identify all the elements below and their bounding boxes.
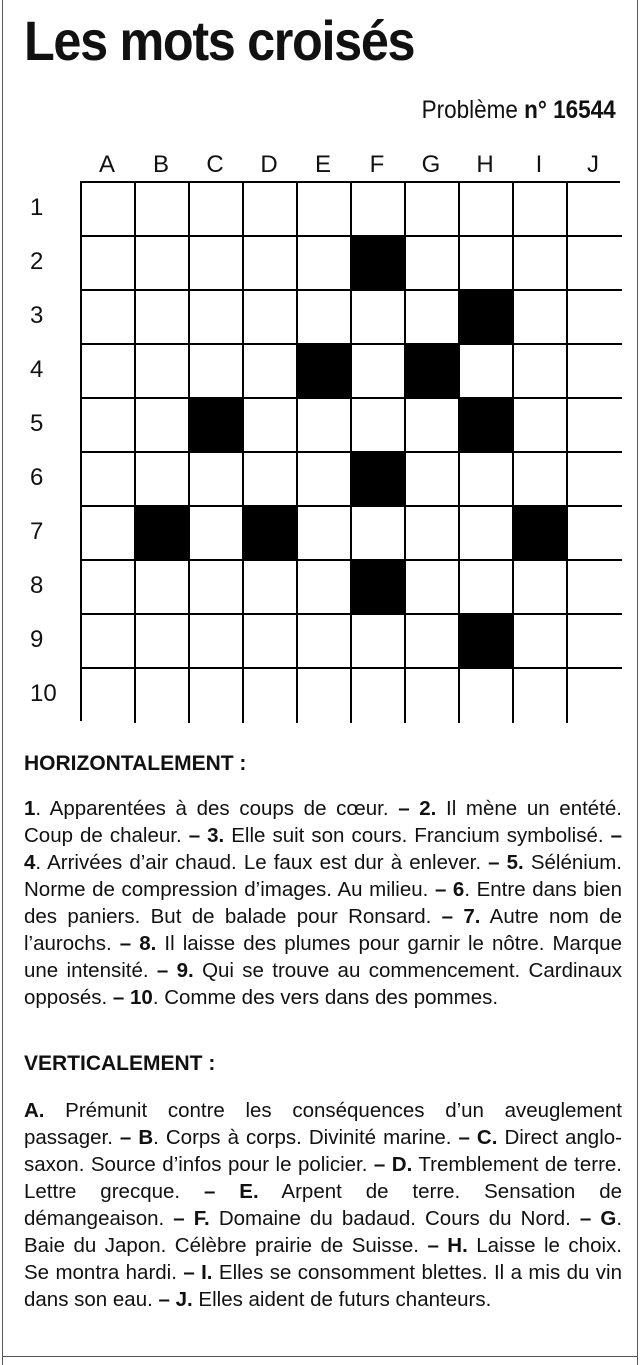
crossword-grid	[80, 181, 620, 721]
vertical-heading: VERTICALEMENT :	[24, 1052, 216, 1075]
row-label-8: 8	[30, 572, 44, 599]
clue-number: – C.	[458, 1126, 498, 1149]
grid-cell-h8[interactable]	[460, 561, 514, 615]
black-cell-d7	[244, 507, 298, 561]
grid-cell-b10[interactable]	[136, 669, 190, 723]
clue-text: Elles aident de futurs chanteurs.	[198, 1288, 492, 1311]
grid-cell-a1[interactable]	[82, 183, 136, 237]
row-label-9: 9	[30, 626, 44, 653]
frame-left-rule	[2, 0, 3, 1365]
grid-cell-c9[interactable]	[190, 615, 244, 669]
black-cell-h9	[460, 615, 514, 669]
page-title: Les mots croisés	[24, 9, 415, 72]
clue-text: Elles se consomment blettes. Il a mis du vin dans son eau.	[24, 1261, 623, 1311]
row-label-2: 2	[30, 248, 44, 275]
grid-cell-a6[interactable]	[82, 453, 136, 507]
grid-cell-b1[interactable]	[136, 183, 190, 237]
frame-bottom-rule	[2, 1356, 638, 1357]
grid-cell-f5[interactable]	[352, 399, 406, 453]
grid-cell-c6[interactable]	[190, 453, 244, 507]
clue-number: – D.	[373, 1153, 413, 1176]
grid-cell-g6[interactable]	[406, 453, 460, 507]
column-label-j: J	[587, 151, 599, 178]
row-label-6: 6	[30, 464, 44, 491]
grid-cell-i1[interactable]	[514, 183, 568, 237]
grid-cell-i5[interactable]	[514, 399, 568, 453]
black-cell-e4	[298, 345, 352, 399]
row-label-7: 7	[30, 518, 44, 545]
grid-cell-h7[interactable]	[460, 507, 514, 561]
grid-cell-d9[interactable]	[244, 615, 298, 669]
clue-number: – I.	[183, 1261, 213, 1284]
grid-cell-f10[interactable]	[352, 669, 406, 723]
grid-cell-h10[interactable]	[460, 669, 514, 723]
grid-cell-j10[interactable]	[568, 669, 622, 723]
column-label-i: I	[535, 151, 543, 178]
grid-cell-f7[interactable]	[352, 507, 406, 561]
grid-cell-g7[interactable]	[406, 507, 460, 561]
clue-text: Tremblement de terre. Lettre grecque.	[24, 1153, 622, 1203]
problem-label: n° 16544	[524, 96, 616, 124]
grid-cell-i10[interactable]	[514, 669, 568, 723]
grid-cell-g2[interactable]	[406, 237, 460, 291]
grid-cell-g1[interactable]	[406, 183, 460, 237]
grid-cell-d6[interactable]	[244, 453, 298, 507]
clue-text: Elle suit son cours. Francium symbolisé.	[231, 824, 611, 847]
black-cell-i7	[514, 507, 568, 561]
grid-cell-i9[interactable]	[514, 615, 568, 669]
clue-text: Prémunit contre les conséquences d’un aveuglement passager.	[24, 1099, 622, 1149]
black-cell-h5	[460, 399, 514, 453]
grid-cell-b4[interactable]	[136, 345, 190, 399]
grid-cell-g8[interactable]	[406, 561, 460, 615]
clue-separator	[436, 797, 446, 820]
clue-text: Entre dans bien des paniers. But de balade pour Ronsard.	[24, 878, 622, 928]
grid-cell-c8[interactable]	[190, 561, 244, 615]
clue-separator	[194, 959, 202, 982]
clue-separator: .	[616, 1207, 623, 1230]
grid-cell-e9[interactable]	[298, 615, 352, 669]
grid-cell-c3[interactable]	[190, 291, 244, 345]
grid-cell-e2[interactable]	[298, 237, 352, 291]
problem-prefix: Problème	[421, 96, 525, 124]
grid-cell-e3[interactable]	[298, 291, 352, 345]
clue-separator: .	[35, 851, 48, 874]
clue-text: Arrivées d’air chaud. Le faux est dur à enlever.	[47, 851, 489, 874]
row-label-3: 3	[30, 302, 44, 329]
column-label-c: C	[206, 151, 224, 178]
black-cell-f2	[352, 237, 406, 291]
horizontal-heading: HORIZONTALEMENT :	[24, 752, 247, 775]
grid-cell-g5[interactable]	[406, 399, 460, 453]
grid-cell-d10[interactable]	[244, 669, 298, 723]
column-label-d: D	[260, 151, 278, 178]
grid-cell-g3[interactable]	[406, 291, 460, 345]
grid-cell-e7[interactable]	[298, 507, 352, 561]
grid-cell-b3[interactable]	[136, 291, 190, 345]
grid-cell-g9[interactable]	[406, 615, 460, 669]
column-label-b: B	[152, 151, 169, 178]
grid-cell-h1[interactable]	[460, 183, 514, 237]
clue-text: Direct anglo-saxon. Source d’infos pour le policier.	[24, 1126, 622, 1176]
clue-number: – 10	[112, 986, 153, 1009]
grid-cell-a2[interactable]	[82, 237, 136, 291]
grid-cell-a10[interactable]	[82, 669, 136, 723]
column-label-f: F	[369, 151, 385, 178]
grid-cell-j6[interactable]	[568, 453, 622, 507]
clue-number: – E.	[203, 1180, 259, 1203]
clue-separator: .	[464, 878, 477, 901]
grid-cell-j9[interactable]	[568, 615, 622, 669]
grid-cell-e6[interactable]	[298, 453, 352, 507]
grid-cell-d4[interactable]	[244, 345, 298, 399]
grid-cell-a9[interactable]	[82, 615, 136, 669]
grid-cell-c1[interactable]	[190, 183, 244, 237]
clue-separator	[468, 1234, 476, 1257]
column-label-h: H	[476, 151, 494, 178]
black-cell-f6	[352, 453, 406, 507]
clue-text: Il mène un entété. Coup de chaleur.	[24, 797, 622, 847]
black-cell-f8	[352, 561, 406, 615]
grid-cell-i3[interactable]	[514, 291, 568, 345]
clue-text: Sélénium. Norme de compression d’images. Au milieu.	[24, 851, 622, 901]
problem-number	[422, 96, 616, 125]
clue-number: – 4	[24, 824, 623, 874]
grid-cell-f4[interactable]	[352, 345, 406, 399]
clue-number: – 5.	[488, 851, 524, 874]
grid-cell-h4[interactable]	[460, 345, 514, 399]
grid-cell-a5[interactable]	[82, 399, 136, 453]
clue-number: – H.	[427, 1234, 468, 1257]
clue-separator	[210, 1207, 219, 1230]
black-cell-g4	[406, 345, 460, 399]
grid-cell-e8[interactable]	[298, 561, 352, 615]
clue-number: – J.	[158, 1288, 193, 1311]
grid-cell-c7[interactable]	[190, 507, 244, 561]
grid-cell-a4[interactable]	[82, 345, 136, 399]
grid-cell-b2[interactable]	[136, 237, 190, 291]
row-label-5: 5	[30, 410, 44, 437]
clue-number: – F.	[173, 1207, 210, 1230]
clue-number: A.	[24, 1099, 45, 1122]
clue-separator	[524, 851, 531, 874]
grid-cell-f3[interactable]	[352, 291, 406, 345]
grid-cell-i8[interactable]	[514, 561, 568, 615]
clue-text: Il laisse des plumes pour garnir le nôtre. Marque une intensité.	[24, 932, 622, 982]
frame-right-rule	[637, 0, 638, 1365]
row-label-4: 4	[30, 356, 44, 383]
grid-cell-j8[interactable]	[568, 561, 622, 615]
grid-cell-b9[interactable]	[136, 615, 190, 669]
grid-cell-b5[interactable]	[136, 399, 190, 453]
clue-separator: .	[35, 797, 50, 820]
clue-number: 1	[24, 797, 36, 820]
grid-cell-j1[interactable]	[568, 183, 622, 237]
row-labels	[22, 181, 72, 721]
clue-separator	[480, 905, 489, 928]
clue-number: – 2.	[398, 797, 437, 820]
grid-cell-j3[interactable]	[568, 291, 622, 345]
clue-text: Domaine du badaud. Cours du Nord.	[218, 1207, 580, 1230]
grid-cell-i4[interactable]	[514, 345, 568, 399]
clue-number: – 8.	[119, 932, 157, 955]
grid-cell-c2[interactable]	[190, 237, 244, 291]
clue-separator	[45, 1099, 66, 1122]
grid-cell-e10[interactable]	[298, 669, 352, 723]
grid-cell-e1[interactable]	[298, 183, 352, 237]
column-labels	[80, 150, 620, 180]
clue-number: – 3.	[188, 824, 225, 847]
clue-text: Corps à corps. Divinité marine.	[165, 1126, 459, 1149]
clue-text: Autre nom de l’aurochs.	[24, 905, 622, 955]
grid-cell-i6[interactable]	[514, 453, 568, 507]
grid-cell-h6[interactable]	[460, 453, 514, 507]
clue-number: – B	[119, 1126, 154, 1149]
black-cell-h3	[460, 291, 514, 345]
grid-cell-i2[interactable]	[514, 237, 568, 291]
black-cell-b7	[136, 507, 190, 561]
clue-text: Apparentées à des coups de cœur.	[49, 797, 399, 820]
grid-cell-a3[interactable]	[82, 291, 136, 345]
grid-cell-d1[interactable]	[244, 183, 298, 237]
column-label-a: A	[98, 151, 115, 178]
clue-text: Comme des vers dans des pommes.	[164, 986, 499, 1009]
grid-cell-j7[interactable]	[568, 507, 622, 561]
grid-cell-b8[interactable]	[136, 561, 190, 615]
grid-cell-e5[interactable]	[298, 399, 352, 453]
column-label-g: G	[421, 151, 441, 178]
column-label-e: E	[314, 151, 331, 178]
row-label-1: 1	[30, 194, 44, 221]
black-cell-c5	[190, 399, 244, 453]
grid-cell-f9[interactable]	[352, 615, 406, 669]
row-label-10: 10	[30, 680, 57, 707]
clue-text: Baie du Japon. Célèbre prairie de Suisse.	[24, 1234, 428, 1257]
grid-cell-c4[interactable]	[190, 345, 244, 399]
grid-cell-g10[interactable]	[406, 669, 460, 723]
grid-cell-a8[interactable]	[82, 561, 136, 615]
grid-cell-f1[interactable]	[352, 183, 406, 237]
clue-text: Qui se trouve au commencement. Cardinaux opposés.	[24, 959, 622, 1009]
clue-separator	[259, 1180, 282, 1203]
grid-cell-b6[interactable]	[136, 453, 190, 507]
grid-cell-a7[interactable]	[82, 507, 136, 561]
grid-cell-h2[interactable]	[460, 237, 514, 291]
grid-cell-c10[interactable]	[190, 669, 244, 723]
clue-number: – 6	[434, 878, 465, 901]
grid-cell-d5[interactable]	[244, 399, 298, 453]
clue-number: – G	[579, 1207, 617, 1230]
horizontal-clues	[24, 795, 622, 1011]
clue-number: – 7.	[441, 905, 481, 928]
clue-text: Arpent de terre. Sensation de démangeaison.	[24, 1180, 623, 1230]
vertical-clues	[24, 1097, 622, 1313]
clue-text: Laisse le choix. Se montra hardi.	[24, 1234, 622, 1284]
grid-cell-d3[interactable]	[244, 291, 298, 345]
grid-cell-j5[interactable]	[568, 399, 622, 453]
clue-separator: .	[152, 986, 165, 1009]
grid-cell-j4[interactable]	[568, 345, 622, 399]
grid-cell-d8[interactable]	[244, 561, 298, 615]
grid-cell-d2[interactable]	[244, 237, 298, 291]
clue-number: – 9.	[156, 959, 194, 982]
clue-separator: .	[153, 1126, 166, 1149]
grid-cell-j2[interactable]	[568, 237, 622, 291]
